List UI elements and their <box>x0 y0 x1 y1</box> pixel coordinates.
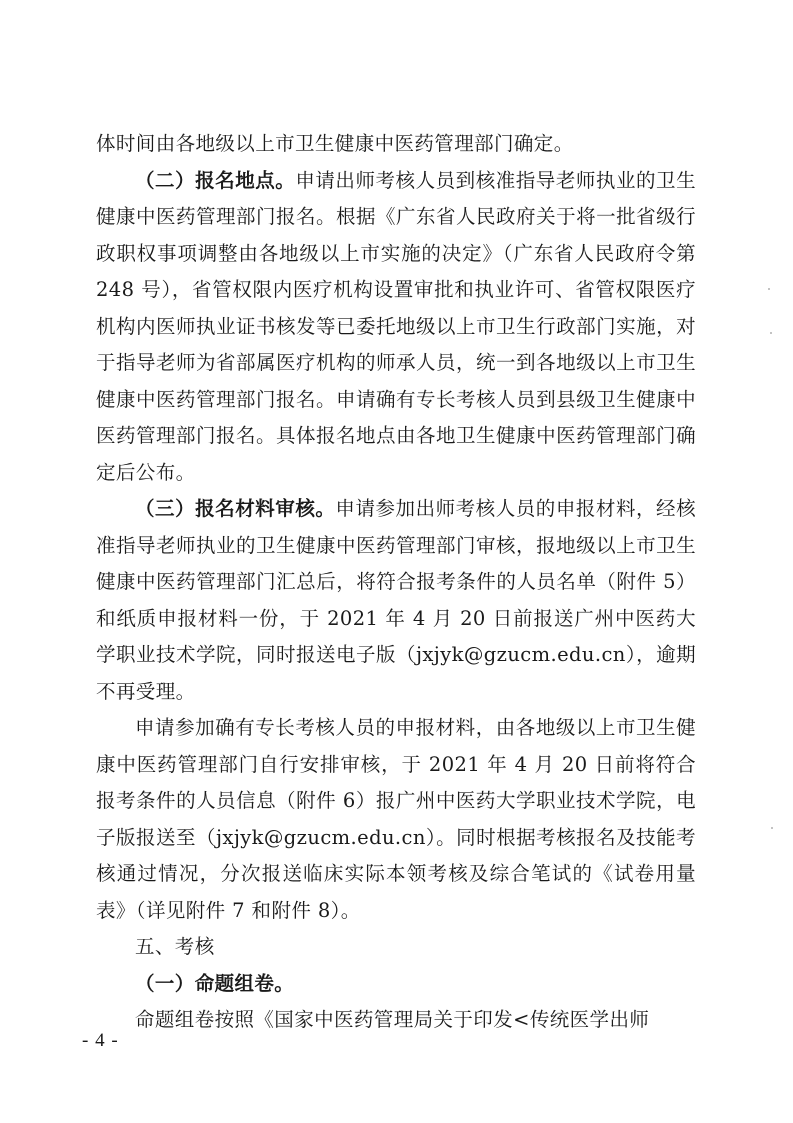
paragraph-4 <box>96 710 696 929</box>
paragraph-4-text: 申请参加确有专长考核人员的申报材料，由各地级以上市卫生健康中医药管理部门自行安排审核，于 2021 年 4 月 20 日前将符合报考条件的人员信息（附件 6）报广州中医药大学职业技术学院，电子版报送至（jxjyk@gzucm.edu.cn）。同时根据考核报名及技能考核通过情况，分次报送临床实际本领考核及综合笔试的《试卷用量表》（详见附件 7 和附件 8）。 <box>96 716 696 922</box>
sub-heading: （一）命题组卷。 <box>135 971 295 995</box>
paragraph-3-text: 申请参加出师考核人员的申报材料，经核准指导老师执业的卫生健康中医药管理部门审核，报地级以上市卫生健康中医药管理部门汇总后，将符合报考条件的人员名单（附件 5）和纸质申报材料一份，于 2021 年 4 月 20 日前报送广州中医药大学职业技术学院，同时报送电子版（jxjyk@gzucm.edu.cn），逾期不再受理。 <box>96 497 696 703</box>
document-body <box>96 126 696 1039</box>
paragraph-1-text: 体时间由各地级以上市卫生健康中医药管理部门确定。 <box>96 132 574 155</box>
scan-speck <box>770 332 772 334</box>
paragraph-3-lead: （三）报名材料审核。 <box>135 497 336 520</box>
paragraph-2-lead: （二）报名地点。 <box>135 168 296 192</box>
section-heading: 五、考核 <box>135 935 215 958</box>
scan-speck <box>771 827 773 829</box>
page-number: - 4 - <box>82 1030 119 1051</box>
paragraph-1 <box>96 126 696 163</box>
paragraph-2-text: 申请出师考核人员到核准指导老师执业的卫生健康中医药管理部门报名。根据《广东省人民政府关于将一批省级行政职权事项调整由各地级以上市实施的决定》（广东省人民政府令第 248 号），省管权限内医疗机构设置审批和执业许可、省管权限医疗机构内医师执业证书核发等已委托地级以上市卫生行政部门实施，对于指导老师为省部属医疗机构的师承人员，统一到各地级以上市卫生健康中医药管理部门报名。申请确有专长考核人员到县级卫生健康中医药管理部门报名。具体报名地点由各地卫生健康中医药管理部门确定后公布。 <box>96 168 696 484</box>
paragraph-2 <box>96 163 696 492</box>
paragraph-5-text: 命题组卷按照《国家中医药管理局关于印发<传统医学出师 <box>135 1008 650 1031</box>
scan-speck <box>768 288 770 290</box>
paragraph-5 <box>96 1002 696 1039</box>
paragraph-3 <box>96 491 696 710</box>
